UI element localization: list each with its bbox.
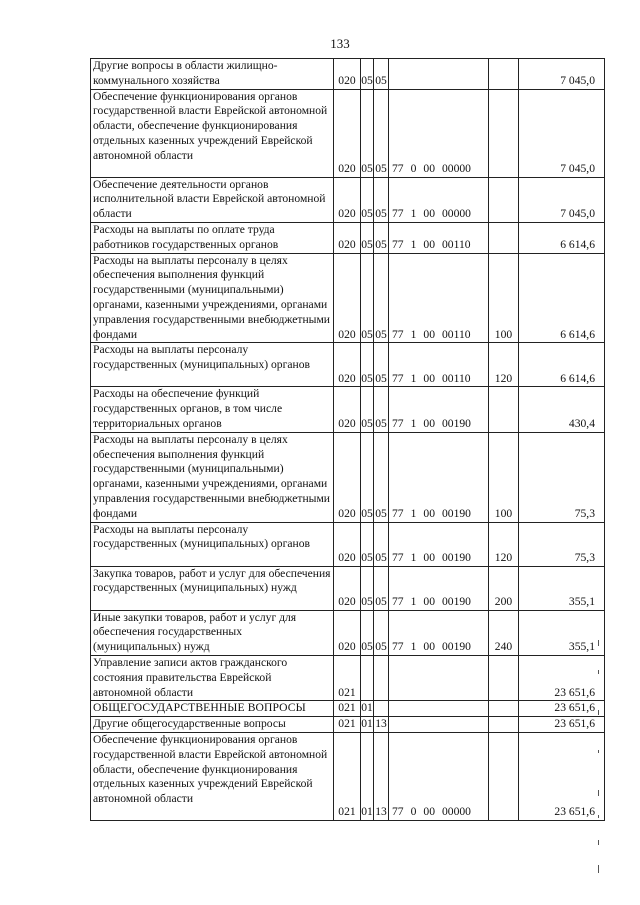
expense-type-cell: 100	[489, 253, 519, 343]
target-article-part: 1	[410, 416, 417, 430]
amount-cell: 430,4	[519, 387, 605, 432]
target-article-part: 00000	[441, 161, 471, 175]
subsection-code-cell: 05	[374, 89, 389, 177]
row-name-cell: Закупка товаров, работ и услуг для обеспечения государственных (муниципальных) нужд	[91, 566, 334, 610]
table-row	[91, 655, 605, 700]
expense-type-cell: 120	[489, 522, 519, 566]
target-article-part: 1	[410, 640, 417, 654]
target-article-cell	[389, 177, 489, 222]
target-article-part: 00	[423, 594, 435, 608]
expense-type-cell	[489, 222, 519, 253]
table-row	[91, 732, 605, 820]
gov-code-cell: 020	[334, 59, 361, 90]
expense-type-cell: 120	[489, 343, 519, 387]
amount-cell: 23 651,6	[519, 655, 605, 700]
subsection-code-cell: 05	[374, 177, 389, 222]
gov-code-cell: 021	[334, 701, 361, 717]
section-code-cell: 01	[361, 701, 374, 717]
subsection-code-cell: 05	[374, 432, 389, 522]
target-article-part: 1	[410, 371, 417, 385]
target-article-cell	[389, 717, 489, 733]
gov-code-cell: 020	[334, 522, 361, 566]
target-article-cell	[389, 732, 489, 820]
target-article-part: 00000	[441, 207, 471, 221]
section-code-cell: 05	[361, 566, 374, 610]
section-code-cell: 05	[361, 522, 374, 566]
target-article-cell	[389, 222, 489, 253]
table-row	[91, 701, 605, 717]
target-article-cell	[389, 59, 489, 90]
target-article-part: 00	[423, 237, 435, 251]
subsection-code-cell: 05	[374, 253, 389, 343]
target-article-part: 00	[423, 207, 435, 221]
subsection-code-cell: 05	[374, 59, 389, 90]
amount-cell: 355,1	[519, 610, 605, 655]
target-article-cell	[389, 343, 489, 387]
subsection-code-cell: 13	[374, 717, 389, 733]
gov-code-cell: 021	[334, 717, 361, 733]
section-code-cell: 05	[361, 610, 374, 655]
section-code-cell: 05	[361, 59, 374, 90]
amount-cell: 23 651,6	[519, 732, 605, 820]
target-article-part: 1	[410, 594, 417, 608]
gov-code-cell: 020	[334, 253, 361, 343]
target-article-cell	[389, 432, 489, 522]
table-row	[91, 222, 605, 253]
expense-type-cell	[489, 717, 519, 733]
target-article-part: 00110	[441, 237, 471, 251]
section-code-cell: 05	[361, 343, 374, 387]
table-row	[91, 177, 605, 222]
target-article-part: 77	[392, 550, 404, 564]
table-row	[91, 566, 605, 610]
row-name-cell: Расходы на выплаты по оплате труда работников государственных органов	[91, 222, 334, 253]
expense-type-cell	[489, 701, 519, 717]
expense-type-cell	[489, 177, 519, 222]
target-article-part: 00110	[441, 371, 471, 385]
section-code-cell: 05	[361, 432, 374, 522]
target-article-cell	[389, 253, 489, 343]
row-name-cell: Расходы на выплаты персоналу государственных (муниципальных) органов	[91, 343, 334, 387]
row-name-cell: Расходы на выплаты персоналу в целях обеспечения выполнения функций государственными (муниципальными) органами, казенными учреждениями, органами управления государственными внебюджетными фондами	[91, 432, 334, 522]
target-article-part: 77	[392, 640, 404, 654]
subsection-code-cell: 05	[374, 387, 389, 432]
table-row	[91, 89, 605, 177]
table-row	[91, 253, 605, 343]
section-code-cell: 01	[361, 717, 374, 733]
section-code-cell	[361, 655, 374, 700]
target-article-cell	[389, 522, 489, 566]
target-article-part: 00000	[441, 805, 471, 819]
expense-type-cell	[489, 59, 519, 90]
target-article-part: 00	[423, 327, 435, 341]
gov-code-cell: 020	[334, 432, 361, 522]
target-article-cell	[389, 89, 489, 177]
target-article-part: 77	[392, 371, 404, 385]
target-article-part: 00110	[441, 327, 471, 341]
target-article-part: 1	[410, 207, 417, 221]
row-name-cell: Иные закупки товаров, работ и услуг для обеспечения государственных (муниципальных) нужд	[91, 610, 334, 655]
gov-code-cell: 020	[334, 610, 361, 655]
target-article-part: 77	[392, 506, 404, 520]
target-article-part: 1	[410, 506, 417, 520]
scan-margin-marks	[596, 640, 602, 880]
expense-type-cell: 240	[489, 610, 519, 655]
amount-cell: 75,3	[519, 522, 605, 566]
target-article-part: 77	[392, 161, 404, 175]
expense-type-cell: 100	[489, 432, 519, 522]
table-row	[91, 717, 605, 733]
target-article-part: 77	[392, 237, 404, 251]
target-article-part: 77	[392, 327, 404, 341]
subsection-code-cell: 13	[374, 732, 389, 820]
subsection-code-cell: 05	[374, 566, 389, 610]
expense-type-cell	[489, 655, 519, 700]
section-code-cell: 05	[361, 387, 374, 432]
section-code-cell: 05	[361, 222, 374, 253]
target-article-part: 1	[410, 327, 417, 341]
amount-cell: 7 045,0	[519, 89, 605, 177]
target-article-cell	[389, 655, 489, 700]
gov-code-cell: 020	[334, 89, 361, 177]
subsection-code-cell	[374, 701, 389, 717]
target-article-part: 00190	[441, 506, 471, 520]
target-article-part: 00	[423, 161, 435, 175]
target-article-cell	[389, 701, 489, 717]
subsection-code-cell	[374, 655, 389, 700]
amount-cell: 23 651,6	[519, 717, 605, 733]
target-article-part: 77	[392, 207, 404, 221]
gov-code-cell: 020	[334, 387, 361, 432]
expense-type-cell	[489, 387, 519, 432]
target-article-part: 77	[392, 416, 404, 430]
gov-code-cell: 020	[334, 343, 361, 387]
row-name-cell: Обеспечение функционирования органов государственной власти Еврейской автономной области, обеспечение функционирования отдельных казенных учреждений Еврейской автономной области	[91, 89, 334, 177]
target-article-part: 00190	[441, 640, 471, 654]
amount-cell: 6 614,6	[519, 253, 605, 343]
row-name-cell: Другие вопросы в области жилищно-коммунального хозяйства	[91, 59, 334, 90]
subsection-code-cell: 05	[374, 522, 389, 566]
row-name-cell: Другие общегосударственные вопросы	[91, 717, 334, 733]
budget-table	[90, 58, 605, 821]
section-code-cell: 05	[361, 177, 374, 222]
table-row	[91, 387, 605, 432]
gov-code-cell: 020	[334, 566, 361, 610]
target-article-part: 0	[410, 161, 417, 175]
target-article-part: 00190	[441, 594, 471, 608]
target-article-part: 00190	[441, 550, 471, 564]
target-article-part: 00	[423, 640, 435, 654]
table-row	[91, 343, 605, 387]
target-article-cell	[389, 387, 489, 432]
gov-code-cell: 021	[334, 655, 361, 700]
subsection-code-cell: 05	[374, 610, 389, 655]
amount-cell: 355,1	[519, 566, 605, 610]
row-name-cell: Расходы на обеспечение функций государственных органов, в том числе территориальных органов	[91, 387, 334, 432]
row-name-cell: Обеспечение функционирования органов государственной власти Еврейской автономной области, обеспечение функционирования отдельных казенных учреждений Еврейской автономной области	[91, 732, 334, 820]
row-name-cell: Расходы на выплаты персоналу государственных (муниципальных) органов	[91, 522, 334, 566]
row-name-cell: ОБЩЕГОСУДАРСТВЕННЫЕ ВОПРОСЫ	[91, 701, 334, 717]
amount-cell: 6 614,6	[519, 343, 605, 387]
table-row	[91, 610, 605, 655]
target-article-cell	[389, 566, 489, 610]
section-code-cell: 05	[361, 253, 374, 343]
target-article-part: 00190	[441, 416, 471, 430]
page-number: 133	[330, 36, 350, 51]
target-article-part: 77	[392, 594, 404, 608]
amount-cell: 75,3	[519, 432, 605, 522]
subsection-code-cell: 05	[374, 222, 389, 253]
section-code-cell: 01	[361, 732, 374, 820]
target-article-part: 0	[410, 805, 417, 819]
amount-cell: 23 651,6	[519, 701, 605, 717]
expense-type-cell	[489, 89, 519, 177]
section-code-cell: 05	[361, 89, 374, 177]
row-name-cell: Расходы на выплаты персоналу в целях обеспечения выполнения функций государственными (муниципальными) органами, казенными учреждениями, органами управления государственными внебюджетными фондами	[91, 253, 334, 343]
gov-code-cell: 020	[334, 222, 361, 253]
target-article-part: 00	[423, 506, 435, 520]
gov-code-cell: 021	[334, 732, 361, 820]
target-article-part: 77	[392, 805, 404, 819]
amount-cell: 7 045,0	[519, 59, 605, 90]
target-article-part: 00	[423, 416, 435, 430]
table-row	[91, 522, 605, 566]
target-article-part: 1	[410, 237, 417, 251]
target-article-cell	[389, 610, 489, 655]
row-name-cell: Управление записи актов гражданского состояния правительства Еврейской автономной области	[91, 655, 334, 700]
amount-cell: 7 045,0	[519, 177, 605, 222]
expense-type-cell: 200	[489, 566, 519, 610]
target-article-part: 1	[410, 550, 417, 564]
amount-cell: 6 614,6	[519, 222, 605, 253]
table-row	[91, 59, 605, 90]
target-article-part: 00	[423, 805, 435, 819]
table-row	[91, 432, 605, 522]
target-article-part: 00	[423, 550, 435, 564]
row-name-cell: Обеспечение деятельности органов исполнительной власти Еврейской автономной области	[91, 177, 334, 222]
target-article-part: 00	[423, 371, 435, 385]
gov-code-cell: 020	[334, 177, 361, 222]
expense-type-cell	[489, 732, 519, 820]
subsection-code-cell: 05	[374, 343, 389, 387]
